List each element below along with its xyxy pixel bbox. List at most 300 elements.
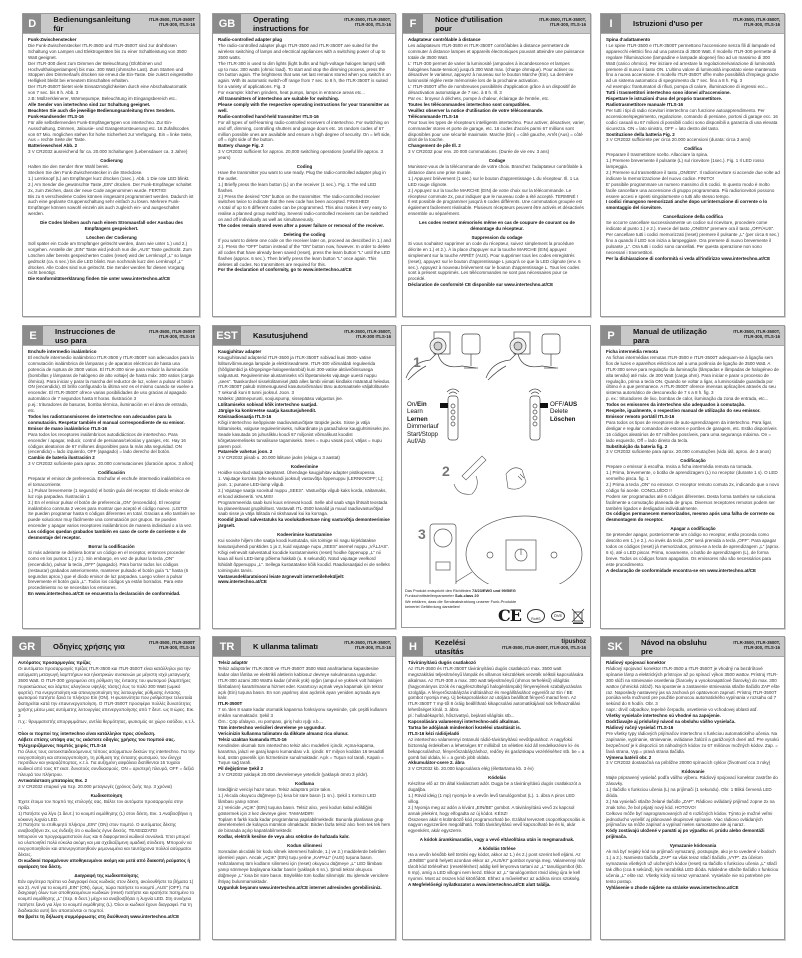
body-text: 2.) Appuyez sur la touche MARCHE (EIN) de votre choix sur la télécommande. Le récepteur commute 2x, pour indiquer que le nouveau code a été accepté. TERMINÉ ! [408, 187, 579, 199]
bold-text: Käsiraadiosaatja ITLS-16 [218, 413, 272, 419]
panel-body [403, 34, 590, 291]
body-text: E' possibile programmare un numero massimo di 6 codici. In questo modo è molto facile cancellare una accensione di gruppo programmata. Più radioricevitori possono essere accesi e spenti singolarmente o tutti allo stesso tempo. [606, 181, 775, 199]
language-badge: GB [213, 14, 241, 33]
panel-title [423, 14, 516, 33]
body-text: Εάν αργότερα πρέπει να διαγραφεί ένας κωδικός στον δέκτη, ακολουθήστε τα βήματα 1) και 2). Αντί για το κουμπί „EIN“ (ON), όμως, τώρα πατήστε το κουμπί „AUS“ (OFF). Για διαγραφή όλων των αποθηκευμένων κωδικών (reset) πατήστε και κρατήστε πατημένο το κουμπί εκμάθησης „L“ (περ. 6 δευτ.) μέχρι να αναβοσβήσει η λυχνία LED. Στη συνέχεια πατήστε ξανά για λίγο το κουμπί εκμάθησης (L). Όλοι οι κωδικοί έχουν διαγραφεί. Για τη διαδικασία αυτή δεν απαιτούνται οι πομποί. [18, 878, 194, 914]
section-heading: Suppression du codage [471, 235, 523, 240]
dimmerlauf-label: Dimmerlauf [407, 423, 439, 431]
bold-text: Αντικατάσταση μπαταρίας Εικ. 2 [18, 778, 88, 784]
bold-text: Emisor de mano inalámbrico ITLS-16 [28, 425, 108, 431]
panel-header [213, 14, 395, 34]
body-text: ITLR-300 azami 300 Watt'a kadar (ohmik yük) ışığın (ampul ve yüksek volt halojen lâmbaların) karartılmasına hizmet eder. Karartıcıyı açmak veya kapamak için tekrar açık (Ein) tuşuna basın. En son yapılmış olan aydınlık ayarı yeniden açmada aynı kalır. [218, 677, 384, 701]
bold-text: Radiotrasmettitore manuale ITLS-16 [606, 101, 684, 107]
bold-text: Please comply with the respective operating instructions for your transmitter as well. [218, 101, 390, 113]
body-text: p. ex.: trituradores de lixo, bombas de calor, iluminação da zona de entrada, etc... [606, 396, 769, 402]
conformity-link[interactable]: Vyhlásenie o zhode nájdete na stránke www.intertechno.at/CE [606, 884, 739, 890]
bold-text: Sostituzione della batteria Fig. 2 [606, 131, 675, 137]
body-text: 3 V CR2032 kb. 20.000 kapcsolásra elég (élettartama kb. 3 év) [408, 766, 534, 772]
section-heading: Kodun silinmesi [287, 843, 322, 849]
body-text: 1.) Rövid ideig (1 mp) nyomja le a vevőn levő tanulógombot (L). 1. ábra A piros LED villog. [408, 792, 575, 804]
conformity-link[interactable]: Per la dichiarazione di conformità si veda all'indirizzo www.intertechno.at/CE [606, 255, 771, 261]
body-text: Soll später ein Code am Empfänger gelöscht werden, dann wie unter 1.) und 2.) vorgehen. Anstelle der „EIN“ Taste wird jedoch nun die „AUS“ Taste gedrückt. Zum Löschen aller bereits gespeicherten Codes (reset) wird der Lernknopf „L“ so lange gedrückt (ca. 6 sec.) bis die LED blinkt. Nun nochmals kurz den Lernknopf „L“ drücken. Alle Codes sind nun gelöscht. Die Sender werden für diesen Vorgang nicht benötigt. [28, 240, 192, 276]
ce-mark-icon: CE [498, 606, 521, 625]
decl-statement: Wir erklären, dass die Sendeabstrahlung unserer Funk-Produkte keinerlei Gefährdung darstellen! [405, 598, 517, 609]
lernen-label: Lernen [407, 415, 428, 423]
body-text: Se pueden programar hasta 6 códigos diferentes en total. Gracias a ello también se puede solucionar muy fácilmente una conmutación por grupos. Se pueden encender y apagar varios receptores inalámbricos de manera individual o a la vez. [28, 511, 195, 529]
section-heading: Codifica [684, 146, 702, 152]
section-heading: A kódok áramkimaradás, vagy a vevő eltávolítása után is megmaradnak. [419, 837, 575, 843]
model-line: ITLR-3500, ITLR-3500T, ITLR-300, ITLS-16 [501, 645, 586, 651]
model-line: ITLR-300, ITLS-16 [158, 645, 195, 651]
model-line: ITLR-3500, ITLR-3500T [148, 329, 195, 334]
panel-title-text: Kezelési utasítás [435, 637, 466, 656]
bold-text: Akkumulátor-csere 2. ábra [408, 760, 465, 766]
panel-pt [600, 325, 785, 629]
bold-text: Kaugjuhitav adapter [218, 349, 262, 354]
body-text: 3 V CR2032 piisab u. 20.000 lülituse jaoks (eluiga u 3 aastat) [218, 455, 340, 461]
bold-text: Beachten Sie auch die jeweilige Bedienungsanleitung Ihres Senders. [28, 107, 176, 113]
body-text: Il est possible de programmer jusqu'à 6 codes différents. Une commutation groupée est également facilement réalisable. Plusieurs récepteurs peuvent être activés et désactivés ensemble ou séparément. [408, 199, 584, 217]
body-text: Pour tous les types de récepteurs intelligents intertechno. Pour activer, désactiver, varier, commander stores et porte de garage, etc. 16 codes d'accès parmi 67 millions sont disponibles pour une sécurité maximale. Marche (Ein) = côté gauche, Arrêt (Aus) = côté droit de la touche. [408, 119, 585, 143]
bold-text: Όλοι οι πομποί της intertechno είναι κατάλληλοι προς σύνδεση. [18, 730, 156, 736]
bold-text: Télécommande ITLS-16 [408, 113, 459, 119]
delete-label: Delete [550, 408, 568, 416]
panel-body [213, 346, 395, 588]
body-text: Munissez-vous de la télécommande de votre choix. Branchez l'adaptateur contrôlable à distance dans une prise murale. [408, 164, 583, 175]
body-text: Näiteks: jäätmepurusti, soojuspump, sissepääsu valgustus jne. [218, 396, 344, 402]
body-text: Ak má byť nejaký kód na prijímači vymazaný, postupujte, ako je to uvedené v bodoch 1.) a 2.). Namiesto tlačidla „ZAP“ sa však teraz stlačí tlačidlo „VYP“. Za účelom vymazania všetkých už uložených kódov (reset) sa tlačidlo s funkciou učenia „L“ stlačí tak dlho (cca 6 sekúnd), kým nezabliká LED dióda. Následne stlačte tlačidlo s funkciou učenia „L“ ešte raz. Všetky kódy sú teraz vymazané. Vysielače nie sú potrebné pre tento postup. [606, 849, 779, 884]
model-line: ITLR-300, ITLS-16 [354, 22, 391, 28]
bold-text: Tutti i trasmettitori intertechno sono idonei all'accensione. [606, 90, 731, 96]
remote-right-labels [550, 401, 577, 423]
bold-text: Radio-controlled adapter plug [218, 37, 283, 42]
bold-text: Funk-Handsender ITLS-16 [28, 113, 84, 119]
body-text: L' ITLR-300 permet de varier la luminosité (ampoules à incandescence et lampes halogènes haute-tension) jusqu'à 300 Watt max. (charge ohmique). Pour activer ou désactiver le variateur, appuyez à nouveau sur le bouton Marche (Ein). La dernière luminosité réglée reste mémorisée lors de la prochaine activation. [408, 60, 574, 84]
bold-text: Výmena batérií obr. 2 [606, 754, 652, 760]
model-numbers [516, 14, 590, 33]
bold-text: Αυτόματος προσαρμογέας πρίζας [18, 660, 91, 665]
body-text: z.B: Müllzerkleinerer, Wärmepumpe, Beleuchtung im Eingangsbereich etc.. [28, 96, 178, 102]
body-text: Bis zu 6 verschiedene Codes können insgesamt programmiert werden. Dadurch ist auch eine geplante Gruppenschaltung sehr einfach zu lösen. Mehrere Funk-Empfänger können sowohl einzeln als auch zugleich ein- und ausgeschaltet werden. [28, 193, 194, 217]
body-text: Se pretender apagar, posteriormente um código no receptor, então proceda como descrito em 1.) e 2.). Ao invés da tecla „ON“ será premida a tecla „OFF“. Para apagar todos os códigos (reset) já memorizados, prima-se a tecla de aprendizagem „L“ (aprox. 6 s), até o LED piscar. Prima, novamente, o botão de aprendizagem (L), de forma breve. Todos os códigos foram apagados. Os emissores não são necessários para este procedimento. [606, 532, 780, 567]
body-text: Prepare o emissor à escolha. Insira a ficha intermédia remota na tomada. [606, 464, 753, 470]
panel-ee [212, 325, 396, 629]
section-heading: Löschen der Codierung [86, 235, 137, 240]
body-text: 3 V CR2032 suficiente para aprox. 20.000 conmutaciones (duración aprox. 3 años) [28, 461, 194, 467]
bold-text: Tüm intertechno vericileri devreleme ye uygundur. [218, 724, 326, 730]
body-text: Toplam 6 farklı koda kadar programlama yapılabilmektedir. Bununla planlanan grup devrelemeleri de kolayca mümkün olmaktadır. Birden fazla telsiz alıcı hem tek tek hem de birarada açılıp kapatılabilmektedir. [218, 816, 391, 834]
language-badge: E [23, 326, 43, 345]
section-heading: Borrar la codificación [88, 544, 135, 549]
panel-header [403, 14, 590, 34]
model-line: ITLR-3500, ITLR-3500T [148, 640, 195, 645]
conformity-link[interactable]: A declaração de conformidade encontra-se em www.intertechno.at/CE [606, 567, 756, 573]
section-heading: Vymazanie kódovania [669, 843, 717, 849]
panel-title-text: K ullanma talimatı [253, 642, 318, 651]
body-text: The radio-controlled adapter plugs ITLR-3500 and ITLR-3500T are suited for the wireless switching of lamps and electrical appliances with a switching power of up to 3500 watts. [218, 42, 386, 60]
body-text: 1.) Pulsar brevemente (1 segundo) el botón guía del receptor. El diodo emisor de luz roja parpadea. Ilustración 1 [28, 487, 190, 499]
bold-text: Spina d'adattamento [606, 37, 651, 42]
body-text: π.χ.: θρυμματιστής απορριμμάτων, αντλία θερμότητας, φωτισμός σε χώρο εισόδου, κ.τ.λ. . . [18, 719, 195, 730]
learn-label: Learn [407, 408, 423, 416]
bold-text: Všetky vysielače intertechno sú vhodné na zapojenie. [606, 713, 721, 719]
bold-text: Adaptateur contrôlable à distance [408, 37, 481, 42]
panel-header [601, 326, 784, 346]
model-line: ITLR-3500, ITLR-3500T, [344, 640, 391, 645]
panel-fr [402, 13, 591, 317]
bold-text: Tartsa be adójának mindenkori kezelési utasítását is. [408, 724, 521, 730]
panel-it [600, 13, 785, 317]
panel-title [41, 14, 130, 33]
section-heading: Kodeerimise kustutamine [277, 532, 332, 538]
panel-body [213, 34, 395, 276]
panel-title-text: Operating instructions for [253, 14, 309, 33]
section-heading: Apagar a codificação [670, 526, 716, 532]
body-text: Para todos los receptores inalámbricos autodidácticos de intertechno. Para encender / apagar, reducir, control de persianas/celosías y garajes, etc. Hay 16 códigos aleatorios de 67 millones disponibles para la más alta seguridad. ON (encendido) = lado izquierdo, OFF (apagado) = lado derecho del botón. [28, 431, 186, 455]
body-text: Para todos os tipos de receptores de auto-aprendizagem da intertechno. Para ligar, desligar e regular comandos de estores e portões de garagem, etc. Estão disponíveis 16 códigos aleatórios de 67 milhões possíveis, para uma segurança máxima. On = lado esquerdo, Off = lado direito da tecla. [606, 419, 777, 443]
bold-text: Järgige ka konkreetse saatja kasutusjuhendit. [218, 408, 317, 414]
body-text: Az intertechno valamennyi öntanuló rádió-távirányítású vevőtípusához. A nagyfokú biztonság érdekében a lehetséges 67 millióból 16 véletlen kód áll rendelkezésre ki- és bekapcsoláshoz, fényerőszabályzáshoz, redőny és garázskapu vezérléséhez stb. be = a gomb bal oldala, ki = a gomb jobb oldala. [408, 736, 585, 760]
body-text: 2.) En el emisor pulsar el botón de preferencia „ON“ (encendido). El receptor inalámbrico conmuta 2 veces para mostrar que aceptó el código nuevo. ¡LISTO! [28, 499, 188, 511]
model-line: ITLR-3500, ITLR-3500T, [733, 329, 780, 334]
conformity-link[interactable]: For the declaration of conformity, go to www.intertechno.at/CE [218, 267, 352, 273]
bold-text: Τηλεχειριζόμενος πομπός χειρός ITLS-16 [18, 742, 107, 748]
panel-body [403, 657, 590, 891]
body-text: 3 V CR2032 dostatočná na približne 20000 spínacích cyklov (životnosť cca 3 roky) [606, 760, 771, 766]
panel-hu [402, 636, 591, 940]
bold-text: Lülitamiseks sobivad kõik intertechno saatjad. [218, 402, 318, 408]
model-line: ITLR-3500, ITLR-3500T, [344, 329, 391, 334]
model-line: ITLR-3500, ITLR-3500T, [733, 17, 780, 22]
panel-title [41, 637, 125, 656]
panel-title-text: Οδηγίες χρήσης για [53, 642, 125, 651]
model-line: ITLR-300, ITLS-16 [743, 334, 780, 340]
panel-title [241, 326, 321, 345]
off-label: OFF/ [550, 401, 565, 408]
bold-text: I codici rimangono memorizzati anche dopo un'interruzione di corrente o lo smontaggio del ricevitore. [606, 199, 768, 211]
body-text: 2.) Prima a tecla „ON“ no emissor. O receptor remoto comuta 2x, indicando que o novo código foi aceite. CONCLUÍDO !! [606, 481, 780, 493]
model-numbers [321, 326, 395, 345]
section-heading: Codierung [100, 158, 123, 164]
body-text: 1.) tlačidlo s funkciou učenia (L) na prijímači (1 sekundu). Obr. 1 Bliká červená LED dióda. [606, 787, 772, 798]
bold-text: Telsiz adaptör [218, 660, 248, 665]
bold-text: Rádiový ručný vysielač ITLS-16 [606, 724, 674, 730]
model-numbers [321, 637, 395, 656]
illustrations-svg [402, 326, 592, 584]
remote-left-labels [407, 401, 439, 445]
bold-text: Todos los radiotransmisores de intertechno son adecuados para la conmutación. Respetar también el manual correspondiente de su emisor. [28, 413, 185, 425]
model-line: ITLR-300, ITLS-16 [743, 22, 780, 28]
bold-text: Veuillez observer la notice d'utilisation de votre télécommande. [408, 107, 544, 113]
panel-header [23, 326, 199, 346]
body-text: Összesen akár 6 különböző kód programozható be. Ezáltal tervezett csoportkapcsolás is nagyon egyszerűen megoldható. Több távirányítású vevő kapcsolható be és ki, akár egyenként, akár egyszerre. [408, 816, 585, 834]
section-heading: A kódolás törlése [478, 846, 516, 852]
model-line: ITLR-300, ITLS-16 [158, 334, 195, 340]
section-heading: Kódovanie [681, 769, 705, 775]
bold-text: Substituição da bateria fig. 2 [606, 443, 668, 449]
body-text: Per tutti i tipi di radio ricevitori intertechno con funzione autoapprendimento. Per accensione/spegnimento, regolazione, comando di persiane, portoni di garage ecc. 16 codici casuali su 67 milioni di possibili codici sono disponibili a garanzia di una elevata sicurezza. ON = lato sinistro, OFF = lato destro del tasto. [606, 107, 778, 131]
body-text: Si vous souhaitez supprimer un code du récepteur, suivez simplement la procédure décrite en 1.) et 2.). À la place d'appuyer sur la touche MARCHE (EIN) appuyez simplement sur la touche ARRÊT (AUS). Pour supprimer tous les codes enregistrés (reset), appuyez sur le bouton d'apprentissage L jusqu'à ce que la LED clignote (env. 6 sec.). Appuyez à nouveau brièvement sur le bouton d'apprentissage L. Tous les codes sont à présent supprimés. Les télécommandes ne sont pas nécessaires pour ce procédé. [408, 240, 581, 282]
body-text: Έχετε έτοιμο τον πομπό της επιλογής σας. Βάλτε τον αυτόματο προσαρμογέα στην πρίζα. [18, 798, 184, 810]
body-text: 1.) Appuyez brièvement (1 sec.) sur le bouton d'apprentissage L du récepteur. Ill. 1 La LED rouge clignote. [408, 175, 579, 187]
bold-text: Οι κωδικοί παραμένουν αποθηκευμένοι ακόμη και μετά από διακοπή ρεύματος ή αφαίρεση του δέκτη. [18, 857, 191, 869]
panel-header [213, 637, 395, 657]
body-text: 1.) Prima, brevemente, o botão de aprendizagem (L) no receptor (durante 1 s). O LED vermelho pisca. fig. 1 [606, 470, 778, 482]
bold-text: Vericinizin kullanma talimatını da dikkate almanız rica olunur. [218, 730, 349, 736]
body-text: L' ITLR-3500T offre de nombreuses possibilités d'application grâce à un dispositif de désactivation automatique de 7 sec. à 8 h. Ill. 3 [408, 84, 576, 96]
bold-text: Telsiz uzaktan kumanda ITLS-16 [218, 736, 287, 742]
body-text: 1. Vajutage korraks (ühe sekundi jooksul) vastuvõtja õppenuppu (LERNKNOPF; L); joon. 1; punane LED-lamp vilgub. [218, 476, 384, 487]
rohs-icon: RoHS [527, 609, 545, 623]
conformity-link[interactable]: Θα βρείτε τη δήλωση συμμόρφωσης στη διεύθυνση www.intertechno.at/CE [18, 914, 180, 920]
body-text: pl.: hulladékaprító, hőszivattyú, bejárati világítás stb... [408, 713, 515, 719]
body-text: 7 sn.'den 8 saate kadar otomatik kapanma fonksiyonu sayesinde, çok çeşitli kullanım imkânı sunmaktadır. Şekil 3 [218, 707, 387, 719]
conformity-link[interactable]: Déclaration de conformité CE disponible sur www.intertechno.at/CE [408, 282, 554, 288]
figure-1-number: 1 [413, 354, 421, 370]
panel-title-suffix: típushoz [561, 639, 586, 645]
body-text: For example: kitchen grinders, heat pumps, lamps in entrance areas etc... [218, 90, 365, 96]
body-text: 2.) Vajutage saatja soovitud nuppu „SEES“. Vastuvõtja vilgub kaks korda, näitamaks, et kood aktiveeriti. VALMIS! [218, 487, 387, 499]
panel-body [601, 346, 784, 577]
body-text: For all types of self-learning radio-controlled receivers of intertechno. For switching on and off, dimming, controlling shutters and garage doors etc. 16 random codes of 67 million possible ones are available and ensure a high degree of security. On = left side, off = right side of the button. [218, 119, 391, 143]
start-stopp-label: Start/Stopp [407, 430, 438, 438]
bold-text: The codes remain stored even after a power failure or removal of the receiver. [218, 223, 385, 229]
body-text: Kõigi intertechno iseõppivate raadiovastuvõtjate tüüpide jaoks. Sisse ja välja lülitamiseks, valguse reguleerimiseks, rulkardinate ja garaažiukse kaugjuhtimiseks jne. Seade kasutada 16 juhuslikku koodi 67 miljonist võimalikust koodist kõrgetasemeliseks turvalisuse tagamiseks. Sees = nupu vasak pool, väljas = nupu parem pool. [218, 419, 391, 449]
bold-text: Los códigos quedan grabados también en caso de corte de corriente o de desmontaje del receptor. [28, 529, 187, 541]
body-text: Ad esempio: frantumatori di rifiuti, pompa di calore, illuminazione di ingressi ecc... [606, 84, 769, 90]
body-text: Örn.: Çöp ufalayıcı, ısı pompası, giriş holü ışığı v.b.... [218, 719, 324, 725]
panel-title-text: Instrucciones de uso para [55, 326, 116, 345]
body-text: Kaugjuhitavad adapterid ITLR-3500 ja ITLR-3500T sobivad kuni 3500- vatise lülitusvõimsusega lampide ja elektriseadmete. ITLR-300 võimaldab reguleerida (hõõglambid ja kõrgepinge-halogeenlambid) kuni 300-vatise aktiivvõimsusega valgustust. Reguleerimise alustamiseks või lõpetamiseks vajutage uuesti nuppu „sees“. Taaskordsel sisselülitamisel jääb alles lambi viimati kindlaks määratud heledus. ITLR-3500T pakub mitmesuguseid kasutusvõimalusi tänu automaatsele väljalülitusele 7 sekundi kuni 8 tunni jooksul. Joon. 3 [218, 354, 391, 396]
body-text: 3 V CR2032 sufficiente per circa 20.000 accensioni (durata: circa 3 anni) [606, 137, 751, 143]
body-text: napr.: drvič odpadkov, tepelné čerpadlo, osvetlenie vo vchodovej oblasti atď. [606, 707, 758, 713]
bold-text: Todos os emissores da intertechno são adequados à comutação. [606, 402, 746, 408]
model-line: ITLR-300, ITLS-16 [354, 645, 391, 651]
body-text: I Le spine ITLR-3500 e ITLR-3500T permettono l'accensione senza fili di lampade ed apparecchi elettrici fino ad una potenza di 3500 Watt. Il modello ITLR-300 permette di regolare l'illuminazione (lampadine e lampade alogene) fino ad un massimo di 300 Watt (carico ohmico). Per iniziare ed arrestare la regolazione/variazione di luminosità premere di nuovo il tasto ON. L'ultimo valore di luminosità impostato viene mantenuto fino a nuova accensione. Il modello ITLR-3500T offre molte possibilità d'impiego grazie ad un sistema automatico di spegnimento da 7 sec. fino a 8 h. Fig. 3 [606, 42, 779, 84]
panel-body [13, 657, 199, 923]
language-badge: EST [213, 326, 241, 345]
body-text: Preparare il trasmettitore scelto. Allacciare la spina. [606, 152, 709, 158]
model-line: ITLR-300, ITLS-16 [743, 645, 780, 651]
body-text: The ITLR-300 is used to dim lights (light bulbs and high-voltage halogen lamps) with up to max. 300 watts (ohmic load). To start and stop the dimming process, press the On button again. The brightness that was set last remains stored when you switch it on again. With its automatic switch-off range from 7 sec. to 8 h, the ITLR-3500T is suited for a variety of applications. Fig. 3 [218, 60, 391, 90]
panel-header [213, 326, 395, 346]
model-numbers [490, 637, 590, 656]
body-text: İstediğiniz vericiyi hazır tutun. Telsiz adaptörü prize takın. [218, 787, 332, 793]
panel-tr [212, 636, 396, 940]
bold-text: Patareide vahetus joon. 2 [218, 449, 273, 455]
model-numbers [710, 637, 784, 656]
conformity-link[interactable]: A Megfelelőségi nyilatkozatot a www.intertechno.at/CE alatt találja. [408, 881, 551, 887]
body-text: 3 V CR2032 ausreichend für ca. 20.000 Schaltungen (Lebensdauer ca. 3 Jahre) [28, 149, 188, 155]
conformity-link[interactable]: En www.intertechno.at/CE se encuentra la declaración de conformidad. [28, 591, 181, 597]
body-text: Kendinden okumalı tüm intertechno telsiz alıcı modelleri içindir. Açma-kapama, karartma, jaluzi ve garaj kapısı kumandası v.b. içindir. 67 milyon koddan 16 tesadüfi kod, üstün güvenlik için hizmetinize sunulmaktadır. Açık = Tuşun sol tarafı, Kapalı = Tuşun sağ tarafı. [218, 742, 385, 766]
panel-title [241, 14, 321, 33]
body-text: A total of up to 6 different codes can be programmed. This also makes it very easy to realise a planned group switching. Several radio-controlled receivers can be switched on and off individually as well as simultaneously. [218, 205, 388, 223]
conformity-link[interactable]: Die Konformitätserklärung finden Sie unter www.intertechno.at/CE [28, 276, 171, 282]
decl-subclass: Sub-class 20 [454, 593, 479, 599]
bold-text: Kódy zostávajú uložené v pamäti aj po výpadku el. prúdu alebo demontáži prijímača. [606, 828, 765, 840]
loeschen-label: Löschen [550, 415, 576, 423]
bold-text: Enchufe intermedio inalámbrico [28, 349, 97, 354]
bold-text: Batteriewechsel Abb. 2 [28, 143, 78, 149]
bold-text: Funk-Zwischenstecker [28, 37, 77, 42]
bold-text: Rispettare le istruzioni d'uso del proprio trasmettitore. [606, 96, 723, 102]
bold-text: Battery change Fig. 2 [218, 143, 264, 149]
body-text: Μπορούν να προγραμματιστούν έως και 6 διαφορετικοί κωδικοί συνολικά. Έτσι μπορεί να υλοποιηθεί πολύ εύκολα ακόμη και μια σχεδιαζόμενη ομαδική σύνδεση. Μπορούν να ενεργοποιηθούν και απενεργοποιηθούν μεμονωμένα και ταυτόχρονα πολλοί ασύρματοι δέκτες. [18, 834, 192, 857]
panel-body [23, 34, 199, 285]
section-heading: Kódolás [488, 775, 506, 781]
section-heading: Die Codes bleiben auch nach einem Stromausfall oder Ausbau des Empfängers gespeichert. [40, 220, 183, 232]
body-text: Stecken Sie den Funk-Zwischenstecker in die Steckdose. [28, 169, 143, 175]
panel-body [601, 34, 784, 265]
body-text: 1) Πατήστε για λίγο (1 δευτ.) το κουμπί εκμάθησης (L) στον δέκτη. Εικ. 1 Αναβοσβήνει η κόκκινη λυχνία LED. [18, 810, 193, 822]
bold-text: Dodržiavajte aj príslušný návod na obsluhu vášho vysielača. [606, 719, 736, 725]
body-text: p.ej.: trituradores de basuras, bomba térmica, iluminación en el área de entrada, etc. [28, 402, 188, 414]
body-text: Podem ser programados até 6 códigos diferentes. Desta forma também se soluciona facilmente a comutação planeada de grupo. Diversos receptores remotos podem ser também ligados e desligados individualmente. [606, 493, 776, 511]
body-text: If you want to delete one code on the receiver later on, proceed as described in 1.) and 2.). Press the “OFF” button instead of the “ON” button now, however. In order to delete all codes that have already been saved (reset), press the learn button “L” until the LED flashes (approx. 6 sec.). Then briefly press the learn button “L” once again. This deletes all codes. No transmitters are required for this. [218, 237, 391, 267]
language-badge: P [601, 326, 621, 345]
bold-text: Toutes les télécommandes intertechno sont compatibles. [408, 101, 531, 107]
body-text: Preparar el emisor de preferencia. Enchufar el enchufe intermedio inalámbrico en el tomacorriente. [28, 476, 191, 487]
figure-panel [401, 325, 591, 628]
body-text: 3 V CR2032 suficiente para aprox. 20.000 comutações (vida útil, aprox. de 3 anos) [606, 449, 771, 455]
section-heading: Deleting the coding [283, 232, 326, 237]
panel-title [629, 637, 710, 656]
model-numbers [321, 14, 395, 33]
bold-text: Changement de pile Ill. 2 [408, 143, 461, 149]
bold-text: ITLS-16 kézi rádiójeladó [408, 730, 460, 736]
panel-gr [12, 636, 200, 940]
body-text: 2.) Am Sender die gewünschte Taste „EIN“ drücken. Der Funk-Empfänger schaltet 2x, zum Zeichen, dass der neue Code angenommen wurde. FERTIG! [28, 181, 192, 193]
language-badge: GR [13, 637, 41, 656]
bold-text: Cambio de batería ilustración 2 [28, 455, 95, 461]
body-text: Have the transmitter you want to use ready. Plug the radio-controlled adapter plug in the outlet. [218, 169, 386, 181]
panel-title [43, 326, 125, 345]
bold-text: Rádiový spojovací konektor [606, 660, 666, 665]
section-heading: Codificação [680, 458, 706, 464]
body-text: 1.) Briefly press the learn button (L) on the receiver (1 sec.). Fig. 1 The red LED flashes. [218, 181, 377, 193]
body-text: 2) Πατήστε το επιθυμητό πλήκτρο „EIN“ (ON) στον πομπό. Ο αυτόματος δέκτης αναβοσβήνει 2x, ως ένδειξη ότι ο κωδικός έγινε δεκτός. ΤΕΛΕΙΩΣΑΤΕ! [18, 822, 177, 834]
panel-title-text: Notice d'utilisation pour [435, 14, 503, 33]
panel-header [403, 637, 590, 657]
body-text: Az ITLR-3500 és ITLR-3500T távirányítású dugós csatlakozó max. 3500 watt megszakítási teljesítményű lámpák és villamos készülékek vezeték nélküli kapcsolására alkalmas. Az ITLR-300 a max. 300 watt teljesítményű (ohmos terhelésű) világítás (hagyományos izzók és nagyfeszültségű halogénlámpák) fényerejének szabályozására szolgálja. A fényerőszabályzás indításához és megállításához egyenlőt az Ein / BE gombot nyomja meg. Új bekapcsoláskor az utoljára beállított fényerő marad fenn. Az ITLR-3500T 7 mp-től 8 óráig beállítható kikapcsolási automatikájával sok felhasználási lehetőséget kínál. 3. ábra [408, 665, 584, 713]
ein-label: Ein [416, 401, 427, 408]
body-text: 3 V CR2032 pour env. 20 000 commutations. (Durée de vie env. 3 ans) [408, 149, 550, 155]
body-text: 1.) Premere brevemente il pulsante (L) sul ricevitore (1sec.). Fig. 1 Il LED rosso lampeggia. [606, 158, 765, 170]
model-line: ITLR-300 ITLS-16 [356, 334, 391, 340]
language-badge: D [23, 14, 41, 33]
language-badge: F [403, 14, 423, 33]
body-text: 2.) Na vysielači stlačte želané tlačidlo „ZAP“. Rádiovo ovládaný prijímač zopne 2x na znak toho, že bol prijatý nový kód. HOTOVO! [606, 798, 775, 810]
body-text: 3 V CR2032 sufficient for approx. 20,000 switching operations (useful life approx. 3 years) [218, 149, 384, 161]
figure-3-number: 3 [418, 526, 426, 542]
panel-sk [600, 636, 785, 940]
figure-2-number: 2 [442, 463, 450, 479]
model-line: ITLR-3500, ITLR-3500T, [733, 640, 780, 645]
panel-body [601, 657, 784, 893]
auf-ab-label: Auf/Ab [407, 438, 426, 446]
body-text: 2.) Vericide „AÇIK“ (EIN) tuşuna basın. Telsiz alıcı, yeni kodun kabul edildiğini göstermek için 2 kez devreye girer. TAMAMDIR! [218, 804, 373, 816]
language-badge: SK [601, 637, 629, 656]
bold-text: Távirányítású dugós csatlakozó [408, 660, 477, 665]
model-line: ITLR-3500, ITLR-3500T, [344, 17, 391, 22]
body-text: 3 V CR2032 επαρκεί για περ. 20.000 μεταγωγές (χρόνος ζωής περ. 3 χρόνια) [18, 784, 173, 790]
body-text: 1.) Alıcıda okuyucu düğmeye (L) kısa bir süre basın (1 sn.). Şekil 1 Kırmızı LED lâmbası yanıp söner. [218, 792, 377, 804]
body-text: Pre všetky typy rádiových prijímačov intertechno s funkciou automatického učenia. Na zapínanie, vypínanie, stmievanie, ovládanie žalúzií a garážových dverí atď. Pre vysokú bezpečnosť je k dispozícii 16 náhodných kódov zo 67 miliónov možných kódov. Zap. = ľavá strana, Vyp.= pravá strana tlačidla. [606, 730, 779, 754]
conformity-link[interactable]: Uygunluk beyanını www.intertechno.at/CE internet adresinden görebilirsiniz. [218, 884, 382, 890]
panel-gb [212, 13, 396, 317]
body-text: Sonradan alıcıdaki bir kodu silmek istenmesi halinde, 1.) ve 2.) maddelerde belirtilen işlemleri yapın. Ancak „AÇIK“ (EIN) tuşu yerine „KAPALI“ (AUS) tuşuna basın. Hafızalanmış tüm kodların silinmesi için (reset) okuyucu düğmeye „L“ LED lâmbası yanıp sönmeye başlayana kadar basılır (yaklaşık 6 sn.). Şimdi tekrar okuyucu düğmeye „L“ kısa bir süre basın. Böylelikle tüm kodlar silinmiştir. Bu işlemde vericilere ihtiyaç bulunmamaktadır. [218, 849, 389, 884]
language-badge: H [403, 637, 423, 656]
body-text: 2.) Press the desired “ON” button on the transmitter. The radio-controlled receiver switches twice to indicate that the new code has been accepted. FINISHED! [218, 193, 380, 205]
body-text: Les adaptateurs ITLR-3500 et ITLR-3500T contrôlables à distance permettent de commuter à distance lampes et appareils électroniques pouvant atteindre une puissance totale de 3500 Watt. [408, 42, 585, 60]
section-heading: Codage [488, 158, 506, 164]
section-heading: Cancellazione della codifica [663, 214, 723, 220]
language-badge: TR [213, 637, 241, 656]
body-text: 3 V CR2032 yaklaşık 20.000 devrelemeye yeterlidir (yaklaşık ömrü 3 yıldır). [218, 772, 369, 778]
bold-text: Radio-controlled hand-held transmitter ITLS-16 [218, 113, 319, 119]
model-line: ITLR-3500, ITLR-3500T [148, 17, 195, 22]
section-heading: Κωδικοποίηση [90, 792, 123, 798]
panel-body [213, 657, 395, 893]
section-heading: Les codes restent mémorisés même en cas de coupure de courant ou de démontage du récepteur. [419, 220, 575, 232]
conformity-link[interactable]: Vastavusdeklaratsiooni leiate ärgnevalt internetileheküljelt: www.intertechno.at/CE [218, 573, 345, 585]
decl-text: Das Produkt entspricht den Richtlinien [405, 588, 473, 593]
body-text: Der ITLR-3500T bietet viele Einsatzmöglichkeiten durch eine Abschaltautomatik von 7 sec. bis 8 h. Abb. 3 [28, 84, 187, 96]
body-text: Ha a vevőn később kell törölni egy kódot, akkor az 1.) és 2.) pont szerint kell eljárni. Az „EIN/BE“ gomb helyett azonban ekkor az „AUS/KI“ gombot nyomja meg. Valamennyi már tárolt kód törléséhez (resetéléshez) addig kell lenyomva tartani az „L“ tanulógombot (kb. 6 mp), amíg a LED villogni nem kezd. Ekkor az „L“ tanulógombot rövid ideig újra le kell nyomni. Most az összes kód kitörlődött. Ehhez a művelethez az adókra nincs szükség. [408, 852, 586, 881]
panel-title [241, 637, 321, 656]
body-text: Für alle selbstlernenden Funk-Empfängertypen von intertechno. Zur Ein- Ausschaltung, Dimmen, Jalousie- und Garagentorsteuerung etc. 16 Zufallscodes von 67 Mio. möglichen stehen für hohe Sicherheit zur Verfügung. Ein = linke Seite, Aus = rechte Seite der Taste. [28, 119, 193, 143]
body-text: 1.) Lernknopf (L) am Empfänger kurz drücken (1sec.). Abb. 1 Die rote LED blinkt. [28, 175, 190, 181]
section-heading: Codificación [97, 470, 125, 476]
panel-title-text: Istruzioni d'uso per [633, 19, 703, 28]
bold-text: Kodlar, elektrik kesilse de veya alıcı sökülse de hafızada kalır. [218, 834, 350, 840]
model-numbers [131, 14, 199, 33]
body-text: 2.) Nyomja meg az adón a kívánt „EIN/BE“ gombot. A távirányítású vevő 2x kapcsol annak jeleként, hogy elfogadta az új kódot. KÉSZ! [408, 804, 575, 816]
body-text: Hoidke soovitud saatja käepärast. Ühendage kaugjuhitav adapter pistikupessa. [218, 470, 376, 476]
model-line: ITLR-300, ITLS-16 [158, 22, 195, 28]
panel-es [22, 325, 200, 629]
body-text: Kui soovite hiljem ühe saatja koodi kustutada, siis toimige nii nagu kirjeldatakse kasutusjuhendi punktides 1 ja 2, kuid vajutage nupu „SEES“ asemel nuppu „VÄLJAS“. Kõigi eelnevalt salvestatud koodide kustutamiseks (reset) hoidke õppenupp „L“ nii kaua all kuni LED-lamp põlema hakkab (u. 6 sekundit). Nüüd vajutage veelkord lühidalt õppenuppu „L“. Sellega kustutatakse kõik koodid. Raadiosaatjaid ei ole selleks toiminguks tarvis. [218, 538, 390, 573]
model-numbers [710, 326, 784, 345]
panel-de [22, 13, 200, 317]
body-text: El enchufe intermedio inalámbrico ITLR-3500 y ITLR-3500T son adecuados para la conmutación inalámbrica de lámparas y de aparatos eléctricos de hasta una potencia de ruptura de 3500 vatios. El ITLR-300 sirve para reducir la iluminación (bombillas y lámparas de halógeno de alto voltaje) de hasta máx. 300 vatios (carga óhmica). Para iniciar y parar la marcha del reductor de luz, volver a pulsar el botón ON (encendido). El brillo configurado la última vez es el mismo cuando se vuelve a encender. El ITLR-3500T ofrece varias posibilidades de uso gracias al apagado automático de 7 segundos hasta 8 horas. Ilustración 3 [28, 354, 194, 402]
body-text: Rádiový spojovací konektor ITLR-3500 a ITLR-3500T je vhodný na bezdrôtové spínanie lámp a elektrických prístrojov až po spínací výkon 3500 wattov. Prístroj ITLR-300 slúži na stmievanie osvetlenia (žiarovky a vysokonapäťové žiarovky) do max. 300 wattov (ohmická záťaž). Na spustenie a zastavenie stmievania stlačte tlačidlo ZAP ešte raz. Naposledy nastavený jas sa zachová pri opätovnom zapnutí. Prístroj ITLR-3500T ponúka veľa možností pre použitie pomocou automatického vypínania v rozsahu od 7 sekúnd do 8 hodín. Obr. 3 [606, 665, 780, 707]
bold-text: Os códigos permanecem memorizados, mesmo após uma falha de corrente ou desmontagem do receptor. [606, 511, 775, 523]
panel-body [23, 346, 199, 600]
section-heading: Kodeerimine [290, 464, 319, 470]
section-heading: Kodlama [294, 781, 314, 787]
body-text: Készítse elő az On által kiválasztott adót. Dugja be a távirányítású dugós csatlakozót a dugaljba. [408, 781, 581, 793]
section-heading: Coding [296, 164, 313, 170]
language-badge: I [601, 14, 621, 33]
bold-text: Λάβετε επίσης υπόψη σας τις εκάστοτε οδηγίες χρήσης του πομπού σας. [18, 736, 175, 742]
panel-header [601, 637, 784, 657]
model-numbers [125, 326, 199, 345]
panel-header [13, 637, 199, 657]
panel-title-text: Bedienungsanleitung für [53, 14, 131, 33]
on-label: On/ [407, 401, 417, 408]
body-text: Οι αυτόματοι προσαρμογείς πρίζας ITLR-3500 και ITLR-3500T είναι κατάλληλοι για την ασύρματη μεταγωγή λαμπτήρων και ηλεκτρικών συσκευών με μέγιστη ισχύ μεταγωγής 3500 Watt. Ο ITLR-300 χρησιμεύει στη ρύθμιση της έντασης του φωτισμού (λαμπτήρες πυρακτώσεως και λάμπες αλογόνου υψηλής τάσης) έως το πολύ 300 Watt (ωμικό φορτίο). Για ενεργοποίηση και απενεργοποίηση της λειτουργίας ρύθμισης έντασης φωτισμού πατήστε ξανά το πλήκτρο Ein (ON). Η φωτεινότητα που ρυθμίστηκε τελευταία διατηρείται κατά την επανενεργοποίηση. Ο ITLR-3500T προσφέρει πολλές δυνατότητες χρήσης μέσω μιας αυτόματης λειτουργίας απενεργοποίησης από 7 δευτ. ως 8 ώρες. Εικ. 3 [18, 665, 195, 719]
weee-bin-icon [571, 608, 585, 624]
aus-label: AUS [564, 401, 578, 408]
bold-text: Ficha intermédia remota [606, 349, 659, 354]
panel-header [23, 14, 199, 34]
body-text: Se occorre cancellare successivamente un codice sul ricevitore, procedere come indicato al punto 1.) e 2.). Invece del tasto „ON/EIN“ premere ora il tasto „OFF/AUS“. Per cancellare tutti i codici memorizzati (reset) premere il pulsante „L“ (per circa 6 sec.) fino a quando il LED non inizia a lampeggiare. Ora premere di nuovo brevemente il pulsante „L“. Ora tutti i codici sono cancellati. Per questa operazione non sono necessari i trasmettitori. [606, 220, 780, 255]
body-text: Programmeerida saab kuni kuus erinevat koodi. Selle abil saab väga lihtsalt teostada ka planeeritavat grupilülitust. Vastavalt ITL-3500 kanalid ja muud raadiovastuvõtjad saab sisse ja välja lülitada nii ükshaaval kui ka korraga. [218, 499, 388, 517]
model-numbers [710, 14, 784, 33]
model-line: ITLR-3500, ITLR-3500T, [539, 17, 586, 22]
